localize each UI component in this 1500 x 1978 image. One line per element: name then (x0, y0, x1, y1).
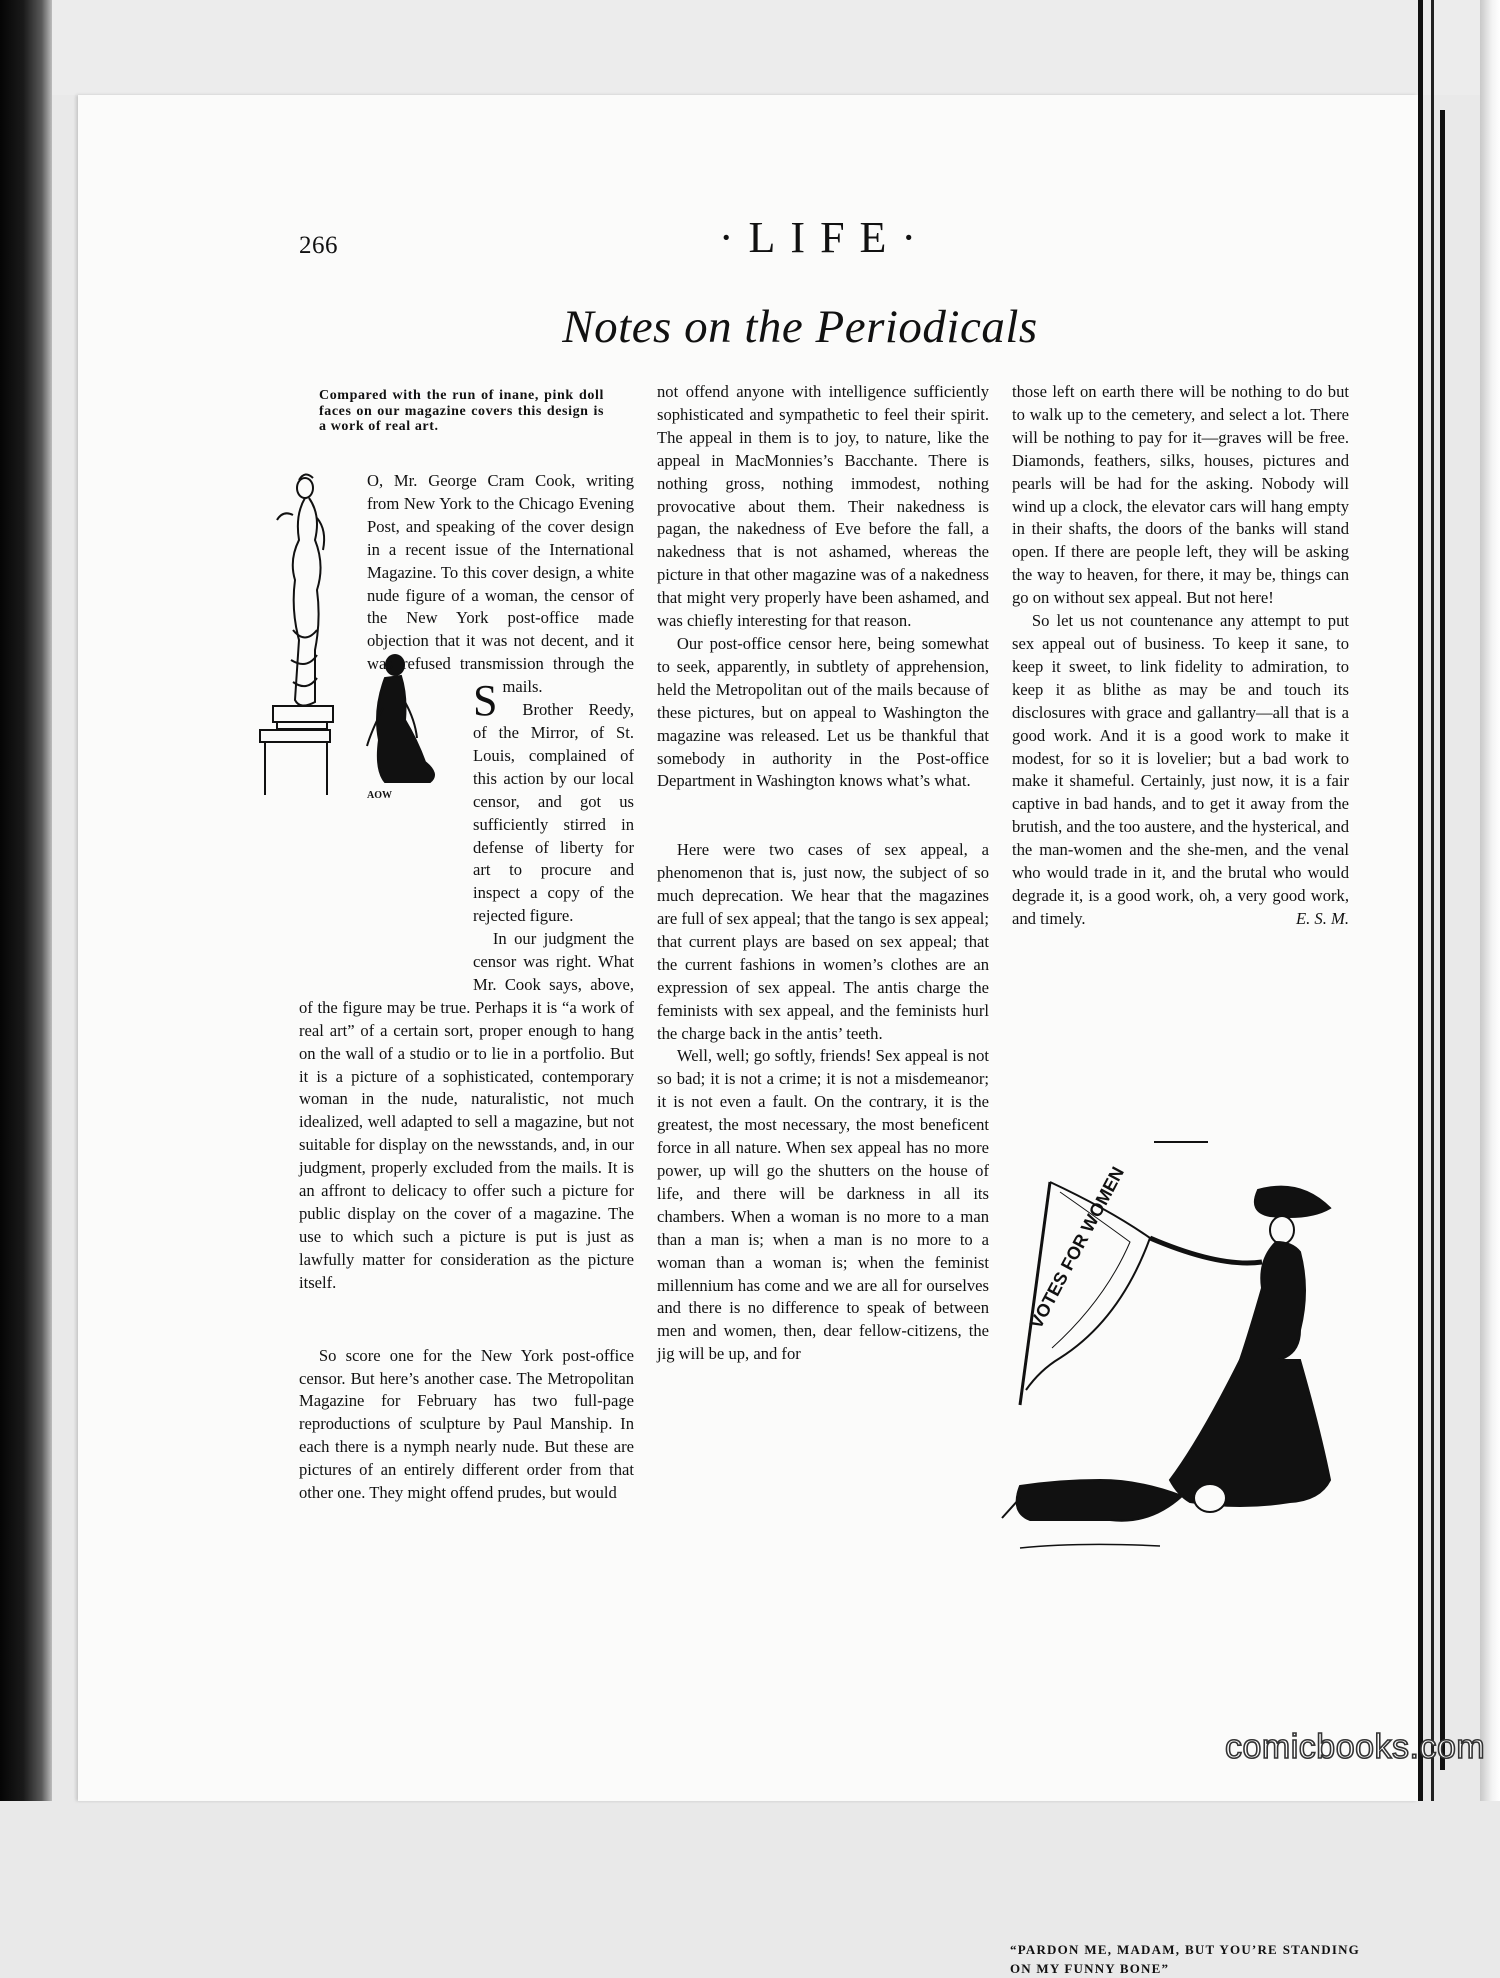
scan-top-band (52, 0, 1480, 95)
author-signature: E. S. M. (1296, 908, 1349, 928)
artist-mark: AOW (367, 790, 392, 801)
spine-line (1440, 110, 1445, 1770)
column-3 (1012, 381, 1349, 931)
article-headline: Notes on the Periodicals (562, 301, 1038, 353)
column-1 (299, 388, 634, 435)
drop-cap: S (473, 676, 498, 725)
paragraph-4: So score one for the New York post-office censor. But here’s another case. The Metropolitan Magazine for February has two full-page reproductions of sculpture by Paul Manship. In each there is a nymph nearly nude. But these are pictures of an entirely different order from that other one. They might offend prudes, but would (299, 1345, 634, 1503)
scan-edge-right (1480, 0, 1500, 1801)
page-number: 266 (299, 232, 338, 259)
paragraph-1: those left on earth there will be nothing to do but to walk up to the cemetery, and select a lot. There will be nothing to pay for it—graves will be free. Diamonds, feathers, silks, houses, pictures and pearls will be had for the asking. Nobody will wind up a clock, the elevator cars will hang empty in their shafts, the doors of the banks will stand open. If there are people left, they will be asking the way to heaven, for there, it may be, things can go on without sex appeal. But not here! (1012, 382, 1349, 608)
paragraph-2: So let us not countenance any attempt to put sex appeal out of business. To keep it sane, to keep it sweet, to link fidelity to admiration, to keep it as blithe as may be and touch its disclosures with grace and gallantry—all that is a good work. And it is a good work to make it modest, for so it is lovelier; but a bad work to make it shameful. Certainly, just now, it is a fair captive in bad hands, and to get it away from the brutish, and the too austere, and the hysterical, and the man-women and the she-men, and the venal who would trade in it, and the brutal who would degrade it, is a good work, oh, a very good work, and timely. E. S. M. (1012, 610, 1349, 931)
paragraph-3: Here were two cases of sex appeal, a phenomenon that is, just now, the subject of so much deprecation. We hear that the magazines are full of sex appeal; that the tango is sex appeal; that current plays are based on sex appeal; that the current fashions in women’s clothes are an expression of sex appeal. The antis charge the feminists with sex appeal, and the feminists hurl the charge back in the antis’ teeth. (657, 840, 989, 1043)
illustration-float-bottom (299, 680, 473, 974)
scan-edge-left (0, 0, 52, 1801)
spine-line (1431, 0, 1434, 1801)
paragraph-2: Our post-office censor here, being somewhat to seek, apparently, in subtlety of apprehension, held the Metropolitan out of the mails because of these pictures, but on appeal to Washington the magazine was released. Let us be thankful that somebody in authority in the Post-office Department in Washington knows what’s what. (657, 633, 989, 791)
paragraph-2: Brother Reedy, of the Mirror, of St. Louis, complained of this action by our local censor, and got us sufficiently stirred in defense of liberty for art to procure and inspect a copy of the rejected figure. (473, 700, 634, 926)
suffragette-cartoon (1000, 1163, 1340, 1570)
paragraph-1: not offend anyone with intelligence sufficiently sophisticated and sympathetic to feel their spirit. The appeal in them is to joy, to nature, like the appeal in MacMonnies’s Bacchante. There is nothing gross, nothing immodest, nothing provocative about them. Their nakedness is pagan, the nakedness of Eve before the fall, a nakedness that is not ashamed, whereas the picture in that other magazine was of a nakedness that might very properly have been ashamed, and was chiefly interesting for that reason. (657, 382, 989, 631)
masthead: ·LIFE· (718, 213, 932, 262)
column-1-body (299, 470, 634, 1505)
cartoon-caption: “PARDON ME, MADAM, BUT YOU’RE STANDING ON MY FUNNY BONE” (1010, 1942, 1360, 1976)
paragraph-3: In our judgment the censor was right. What Mr. Cook says, above, of the figure may be true. Perhaps it is “a work of real art” of a certain sort, proper enough to hang on the wall of a studio or to lie in a portfolio. But it is a picture of a sophisticated, contemporary woman in the nude, naturalistic, not much idealized, well adapted to sell a magazine, but not suitable for display on the newsstands, and, in our judgment, properly excluded from the mails. It is an affront to delicacy to offer such a picture for public display on the cover of a magazine. The use to which such a picture is put is just as lawfully matter for consideration as the picture itself. (299, 929, 634, 1292)
paragraph-1: S O, Mr. George Cram Cook, writing from New York to the Chicago Evening Post, and speaking of the cover design in a recent issue of the International Magazine. To this cover design, a white nude figure of a woman, the censor of the New York post-office made objection that it was not decent, and it was refused transmission through the mails. (367, 471, 634, 725)
paragraph-4: Well, well; go softly, friends! Sex appeal is not so bad; it is not a crime; it is not a misdemeanor; it is not even a fault. On the contrary, it is the greatest, the most necessary, the most beneficent force in all nature. When sex appeal has no more power, up will go the shutters on the house of life, and there will be darkness in all its chambers. When a woman is no more to a man than a man is; when a man is no more to a woman than a woman is; when the feminist millennium has come and we are all for ourselves and there is no difference to speak of between men and women, then, dear fellow-citizens, the jig will be up, and for (657, 1046, 989, 1364)
illustration-caption: Compared with the run of inane, pink doll faces on our magazine covers this design is a work of real art. (319, 388, 604, 435)
column-2 (657, 381, 989, 1366)
cartoon-banner-text: VOTES FOR WOMEN (1025, 1163, 1129, 1332)
spine-line (1418, 0, 1423, 1801)
watermark-logo: comicbooks.com (1225, 1728, 1486, 1766)
illustration-float-top (299, 470, 367, 680)
section-divider (1154, 1141, 1208, 1143)
